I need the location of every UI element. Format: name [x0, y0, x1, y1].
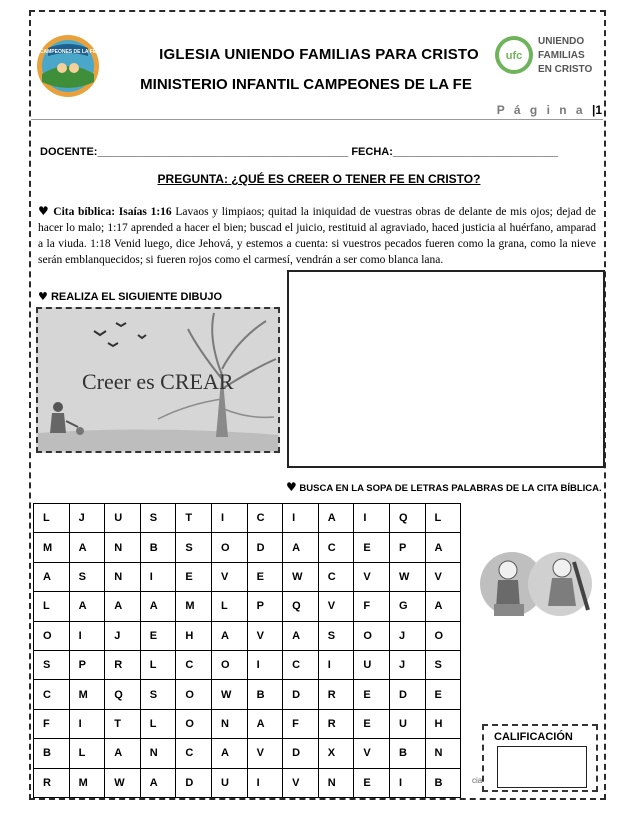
grade-label: CALIFICACIÓN [494, 731, 573, 743]
grid-cell[interactable]: H [425, 709, 461, 738]
grid-cell[interactable]: J [69, 504, 105, 533]
page-indicator [497, 103, 602, 117]
grid-cell[interactable]: A [425, 533, 461, 562]
grid-cell[interactable]: A [69, 592, 105, 621]
reference-illustration [36, 307, 280, 453]
grid-cell[interactable]: L [69, 739, 105, 768]
grid-cell[interactable]: E [425, 680, 461, 709]
grid-cell[interactable]: D [283, 680, 319, 709]
grid-cell[interactable]: A [247, 709, 283, 738]
grid-cell[interactable]: F [354, 592, 390, 621]
word-search-grid [33, 503, 461, 798]
grid-cell[interactable]: E [247, 562, 283, 591]
bible-citation [38, 203, 596, 268]
grid-cell[interactable]: J [389, 650, 425, 679]
svg-text:CAMPEONES DE LA FE: CAMPEONES DE LA FE [39, 49, 97, 55]
grid-cell[interactable]: E [354, 709, 390, 738]
kids-reading-illustration [478, 540, 598, 630]
grid-cell[interactable]: C [318, 533, 354, 562]
grid-cell[interactable]: U [389, 709, 425, 738]
grid-cell[interactable]: H [176, 621, 212, 650]
grid-cell[interactable]: B [389, 739, 425, 768]
grid-cell[interactable]: S [318, 621, 354, 650]
grid-cell[interactable]: L [211, 592, 247, 621]
grid-cell[interactable]: O [176, 680, 212, 709]
grid-cell[interactable]: O [425, 621, 461, 650]
grid-cell[interactable]: V [247, 739, 283, 768]
page-number: 1 [595, 103, 602, 117]
svg-text:FAMILIAS: FAMILIAS [538, 50, 585, 61]
grid-cell[interactable]: C [176, 739, 212, 768]
grid-cell[interactable]: X [318, 739, 354, 768]
grid-cell[interactable]: B [425, 768, 461, 797]
grid-cell[interactable]: W [211, 680, 247, 709]
citation-label: Cita bíblica: Isaías 1:16 [53, 206, 172, 218]
grid-cell[interactable]: B [140, 533, 176, 562]
grid-cell[interactable]: W [283, 562, 319, 591]
svg-text:UNIENDO: UNIENDO [538, 36, 585, 47]
grid-cell[interactable]: M [69, 680, 105, 709]
grid-cell[interactable]: S [34, 650, 70, 679]
grid-cell[interactable]: C [34, 680, 70, 709]
grid-cell[interactable]: A [69, 533, 105, 562]
drawing-instruction [38, 290, 222, 303]
grid-cell[interactable]: A [283, 533, 319, 562]
grid-cell[interactable]: I [247, 768, 283, 797]
grid-cell[interactable]: I [69, 709, 105, 738]
grid-cell[interactable]: V [247, 621, 283, 650]
grid-cell[interactable]: C [247, 504, 283, 533]
grid-row [34, 768, 461, 797]
grid-cell[interactable]: A [211, 621, 247, 650]
grid-cell[interactable]: L [425, 504, 461, 533]
heart-icon: ♥ [286, 480, 297, 494]
grid-cell[interactable]: O [34, 621, 70, 650]
grid-cell[interactable]: N [425, 739, 461, 768]
citation-text: Lavaos y limpiaos; quitad la iniquidad de vuestras obras de delante de mis ojos; dejad de hacer lo malo; 1:17 aprended a hacer el bien; buscad el juicio, restituid al agraviado, haced justicia al huérfano, amparad a la viuda. 1:18 Venid luego, dice Jehová, y estemos a cuenta: si vuestros pecados fueren como la grana, como la nieve serán emblanquecidos; si fueren rojos como el carmesí, vendrán a ser como blanca lana. [38, 206, 596, 266]
heart-icon: ♥ [38, 204, 50, 218]
grid-cell[interactable]: P [69, 650, 105, 679]
grid-cell[interactable]: O [354, 621, 390, 650]
grid-cell[interactable]: M [69, 768, 105, 797]
grid-cell[interactable]: V [211, 562, 247, 591]
grid-cell[interactable]: S [425, 650, 461, 679]
grid-cell[interactable]: A [105, 739, 141, 768]
grid-cell[interactable]: D [176, 768, 212, 797]
grid-cell[interactable]: D [389, 680, 425, 709]
grid-cell[interactable]: L [140, 650, 176, 679]
svg-text:Creer es CREAR: Creer es CREAR [82, 369, 234, 394]
grid-cell[interactable]: A [34, 562, 70, 591]
grid-cell[interactable]: U [105, 504, 141, 533]
grid-cell[interactable]: N [105, 533, 141, 562]
svg-text:EN CRISTO: EN CRISTO [538, 64, 593, 75]
grid-cell[interactable]: L [140, 709, 176, 738]
grid-cell[interactable]: I [140, 562, 176, 591]
page-label: P á g i n a [496, 103, 586, 117]
grid-row [34, 709, 461, 738]
grid-cell[interactable]: I [389, 768, 425, 797]
grid-cell[interactable]: N [318, 768, 354, 797]
grid-cell[interactable]: A [105, 592, 141, 621]
page-separator: | [591, 103, 596, 117]
grid-cell[interactable]: E [140, 621, 176, 650]
grid-cell[interactable]: E [176, 562, 212, 591]
grid-cell[interactable]: R [318, 680, 354, 709]
grid-cell[interactable]: Q [389, 504, 425, 533]
grid-row [34, 504, 461, 533]
grid-cell[interactable]: J [105, 621, 141, 650]
grid-cell[interactable]: V [354, 739, 390, 768]
grid-cell[interactable]: V [354, 562, 390, 591]
grid-row [34, 562, 461, 591]
grid-cell[interactable]: A [318, 504, 354, 533]
grid-cell[interactable]: N [211, 709, 247, 738]
church-title: IGLESIA UNIENDO FAMILIAS PARA CRISTO [159, 46, 479, 63]
grid-cell[interactable]: Q [283, 592, 319, 621]
grid-row [34, 592, 461, 621]
grid-cell[interactable]: C [283, 650, 319, 679]
grid-cell[interactable]: L [34, 592, 70, 621]
grid-cell[interactable]: F [283, 709, 319, 738]
grid-cell[interactable]: R [105, 650, 141, 679]
grid-cell[interactable]: W [105, 768, 141, 797]
grid-cell[interactable]: A [140, 768, 176, 797]
grid-cell[interactable]: G [389, 592, 425, 621]
grid-row [34, 739, 461, 768]
grid-cell[interactable]: U [354, 650, 390, 679]
grid-cell[interactable]: R [318, 709, 354, 738]
word-search-instruction-text: BUSCA EN LA SOPA DE LETRAS PALABRAS DE LA CITA BÍBLICA. [299, 483, 602, 494]
ufc-logo [494, 30, 606, 80]
grid-cell[interactable]: V [283, 768, 319, 797]
grid-cell[interactable]: A [283, 621, 319, 650]
header-divider [31, 119, 603, 120]
grid-cell[interactable]: C [318, 562, 354, 591]
grade-box[interactable] [497, 746, 587, 788]
grid-cell[interactable]: N [105, 562, 141, 591]
cut-text: cia [472, 776, 483, 785]
grid-cell[interactable]: S [69, 562, 105, 591]
grid-cell[interactable]: O [211, 650, 247, 679]
grid-cell[interactable]: M [34, 533, 70, 562]
grid-cell[interactable]: S [176, 533, 212, 562]
grid-cell[interactable]: E [354, 680, 390, 709]
ministry-title: MINISTERIO INFANTIL CAMPEONES DE LA FE [140, 76, 472, 93]
tree-illustration [38, 309, 278, 451]
grid-cell[interactable]: B [247, 680, 283, 709]
grid-cell[interactable]: A [425, 592, 461, 621]
grid-cell[interactable]: I [69, 621, 105, 650]
grid-cell[interactable]: L [34, 504, 70, 533]
svg-text:ufc: ufc [505, 50, 523, 62]
grid-cell[interactable]: Q [105, 680, 141, 709]
word-search-instruction [286, 480, 602, 494]
heart-icon: ♥ [38, 290, 48, 303]
grid-row [34, 680, 461, 709]
grid-cell[interactable]: A [211, 739, 247, 768]
grid-cell[interactable]: N [140, 739, 176, 768]
grid-cell[interactable]: W [389, 562, 425, 591]
grid-cell[interactable]: P [389, 533, 425, 562]
grid-cell[interactable]: T [105, 709, 141, 738]
grid-cell[interactable]: V [425, 562, 461, 591]
grid-row [34, 650, 461, 679]
grid-cell[interactable]: C [176, 650, 212, 679]
grid-cell[interactable]: D [247, 533, 283, 562]
grid-cell[interactable]: I [283, 504, 319, 533]
grid-cell[interactable]: V [318, 592, 354, 621]
grid-cell[interactable]: U [211, 768, 247, 797]
grid-cell[interactable]: J [389, 621, 425, 650]
grid-cell[interactable]: S [140, 680, 176, 709]
grid-cell[interactable]: D [283, 739, 319, 768]
grid-cell[interactable]: A [140, 592, 176, 621]
grid-row [34, 621, 461, 650]
grid-cell[interactable]: I [354, 504, 390, 533]
grid-cell[interactable]: S [140, 504, 176, 533]
grid-cell[interactable]: E [354, 533, 390, 562]
grid-cell[interactable]: E [354, 768, 390, 797]
grid-row [34, 533, 461, 562]
drawing-instruction-text: REALIZA EL SIGUIENTE DIBUJO [50, 291, 223, 303]
grid-cell[interactable]: R [34, 768, 70, 797]
grid-cell[interactable]: F [34, 709, 70, 738]
question-heading: PREGUNTA: ¿QUÉ ES CREER O TENER FE EN CRISTO? [157, 172, 481, 186]
grid-cell[interactable]: O [176, 709, 212, 738]
grid-cell[interactable]: M [176, 592, 212, 621]
grid-cell[interactable]: P [247, 592, 283, 621]
grid-cell[interactable]: B [34, 739, 70, 768]
docente-fecha-line: DOCENTE:_________________________________________ FECHA:___________________________ [40, 146, 559, 158]
grid-cell[interactable]: T [176, 504, 212, 533]
grid-cell[interactable]: I [318, 650, 354, 679]
grid-cell[interactable]: O [211, 533, 247, 562]
drawing-area[interactable] [287, 270, 605, 468]
grid-cell[interactable]: I [247, 650, 283, 679]
grid-cell[interactable]: I [211, 504, 247, 533]
